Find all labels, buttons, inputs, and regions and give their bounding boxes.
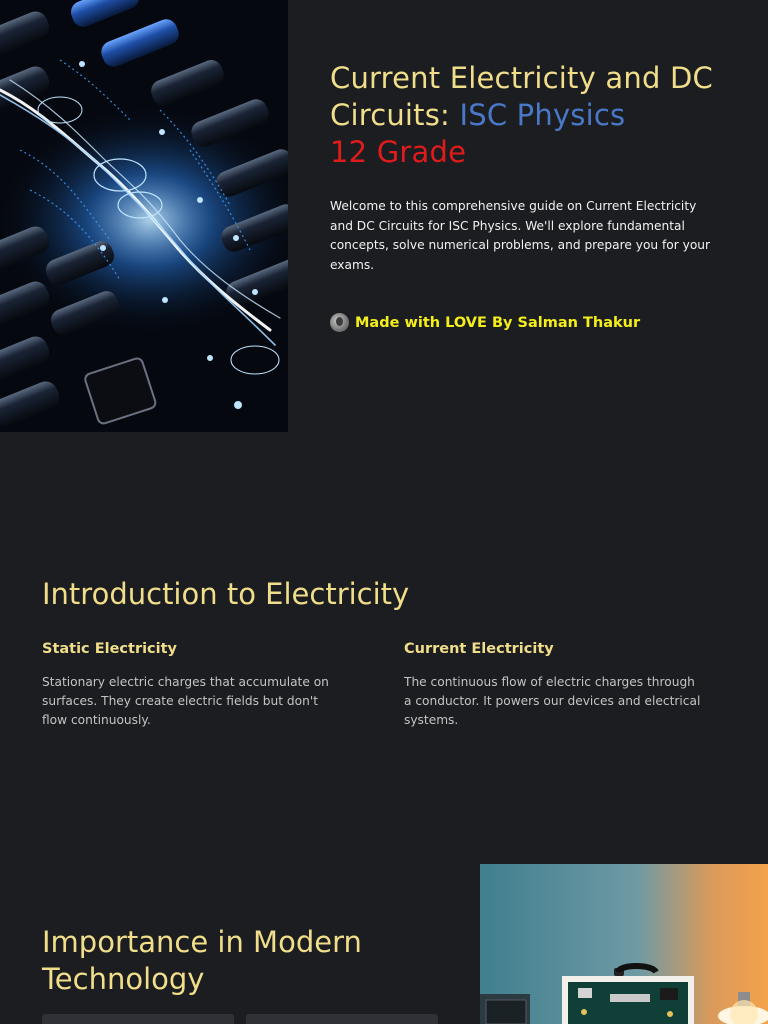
importance-title: Importance in Modern Technology <box>42 925 362 996</box>
card-current-electricity <box>404 639 724 730</box>
hero-circuit-image <box>0 0 288 432</box>
hero-title <box>330 60 730 171</box>
hero-title-grade: 12 Grade <box>330 135 467 169</box>
card-title: Static Electricity <box>42 641 178 657</box>
hero-title-main: Current Electricity and DC Circuits: <box>330 61 713 132</box>
author-text: Made with LOVE By Salman Thakur <box>355 314 641 331</box>
importance-card <box>246 1014 438 1024</box>
intro-cards <box>42 639 732 730</box>
card-title: Current Electricity <box>404 641 554 657</box>
card-body: Stationary electric charges that accumulate on surfaces. They create electric fields but don't flow continuously. <box>42 675 329 727</box>
hero-description: Welcome to this comprehensive guide on Current Electricity and DC Circuits for ISC Physics. We'll explore fundamental concepts, solve numerical problems, and prepare you for your exams. <box>330 199 711 272</box>
hero-text-block <box>330 60 730 332</box>
importance-card <box>42 1014 234 1024</box>
importance-cards <box>42 1014 438 1024</box>
importance-section <box>42 924 442 998</box>
hero-section <box>0 0 768 432</box>
card-static-electricity <box>42 639 362 730</box>
card-body: The continuous flow of electric charges through a conductor. It powers our devices and electrical systems. <box>404 675 701 727</box>
technology-image <box>480 864 768 1024</box>
author-avatar <box>330 313 349 332</box>
intro-title: Introduction to Electricity <box>42 577 410 611</box>
author-credit <box>330 313 730 332</box>
intro-section <box>42 576 732 730</box>
hero-title-subject: ISC Physics <box>459 98 626 132</box>
